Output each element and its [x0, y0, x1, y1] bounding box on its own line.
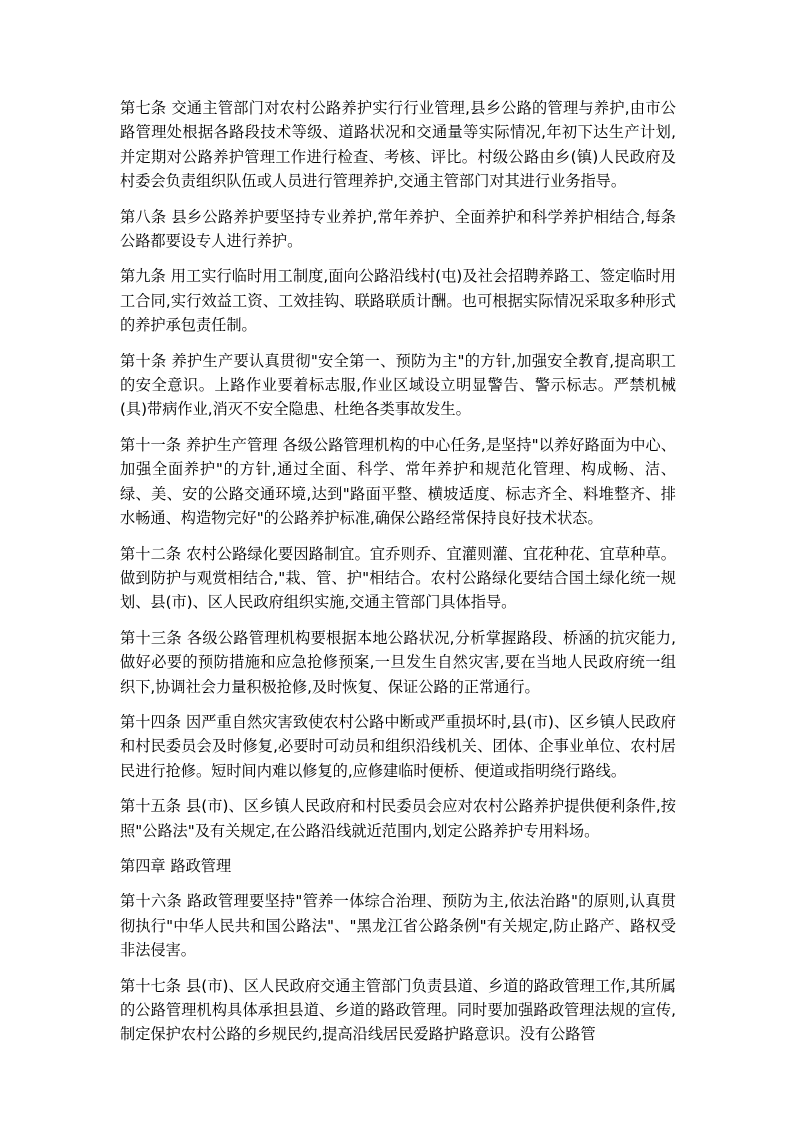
article-10: 第十条 养护生产要认真贯彻"安全第一、预防为主"的方针,加强安全教育,提高职工的安全意识。上路作业要着标志服,作业区域设立明显警告、警示标志。严禁机械(具)带病作业,消灭不安全隐患、杜绝各类事故发生。	[120, 351, 676, 419]
article-9: 第九条 用工实行临时用工制度,面向公路沿线村(屯)及社会招聘养路工、签定临时用工合同,实行效益工资、工效挂钩、联路联质计酬。也可根据实际情况采取多种形式的养护承包责任制。	[120, 267, 676, 335]
article-8: 第八条 县乡公路养护要坚持专业养护,常年养护、全面养护和科学养护相结合,每条公路都要设专人进行养护。	[120, 207, 676, 251]
article-12: 第十二条 农村公路绿化要因路制宜。宜乔则乔、宜灌则灌、宜花种花、宜草种草。做到防护与观赏相结合,"栽、管、护"相结合。农村公路绿化要结合国土绿化统一规划、县(市)、区人民政府组织实施,交通主管部门具体指导。	[120, 544, 676, 612]
article-16: 第十六条 路政管理要坚持"管养一体综合治理、预防为主,依法治路"的原则,认真贯彻执行"中华人民共和国公路法"、"黑龙江省公路条例"有关规定,防止路产、路权受非法侵害。	[120, 892, 676, 960]
article-13: 第十三条 各级公路管理机构要根据本地公路状况,分析掌握路段、桥涵的抗灾能力,做好必要的预防措施和应急抢修预案,一旦发生自然灾害,要在当地人民政府统一组织下,协调社会力量积极抢修,及时恢复、保证公路的正常通行。	[120, 628, 676, 696]
chapter-heading: 第四章 路政管理	[120, 856, 232, 875]
article-11: 第十一条 养护生产管理 各级公路管理机构的中心任务,是坚持"以养好路面为中心、加强全面养护"的方针,通过全面、科学、常年养护和规范化管理、构成畅、洁、绿、美、安的公路交通环境,达到"路面平整、横坡适度、标志齐全、料堆整齐、排水畅通、构造物完好"的公路养护标准,确保公路经常保持良好技术状态。	[120, 435, 676, 528]
article-14: 第十四条 因严重自然灾害致使农村公路中断或严重损坏时,县(市)、区乡镇人民政府和村民委员会及时修复,必要时可动员和组织沿线机关、团体、企事业单位、农村居民进行抢修。短时间内难以修复的,应修建临时便桥、便道或指明绕行路线。	[120, 712, 676, 780]
article-15: 第十五条 县(市)、区乡镇人民政府和村民委员会应对农村公路养护提供便利条件,按照"公路法"及有关规定,在公路沿线就近范围内,划定公路养护专用料场。	[120, 797, 676, 840]
document-body	[120, 96, 676, 1058]
article-7: 第七条 交通主管部门对农村公路养护实行行业管理,县乡公路的管理与养护,由市公路管理处根据各路段技术等级、道路状况和交通量等实际情况,年初下达生产计划,并定期对公路养护管理工作进行检查、考核、评比。村级公路由乡(镇)人民政府及村委会负责组织队伍或人员进行管理养护,交通主管部门对其进行业务指导。	[120, 99, 676, 191]
article-17: 第十七条 县(市)、区人民政府交通主管部门负责县道、乡道的路政管理工作,其所属的公路管理机构具体承担县道、乡道的路政管理。同时要加强路政管理法规的宣传,制定保护农村公路的乡规民约,提高沿线居民爱路护路意识。没有公路管	[120, 976, 676, 1044]
